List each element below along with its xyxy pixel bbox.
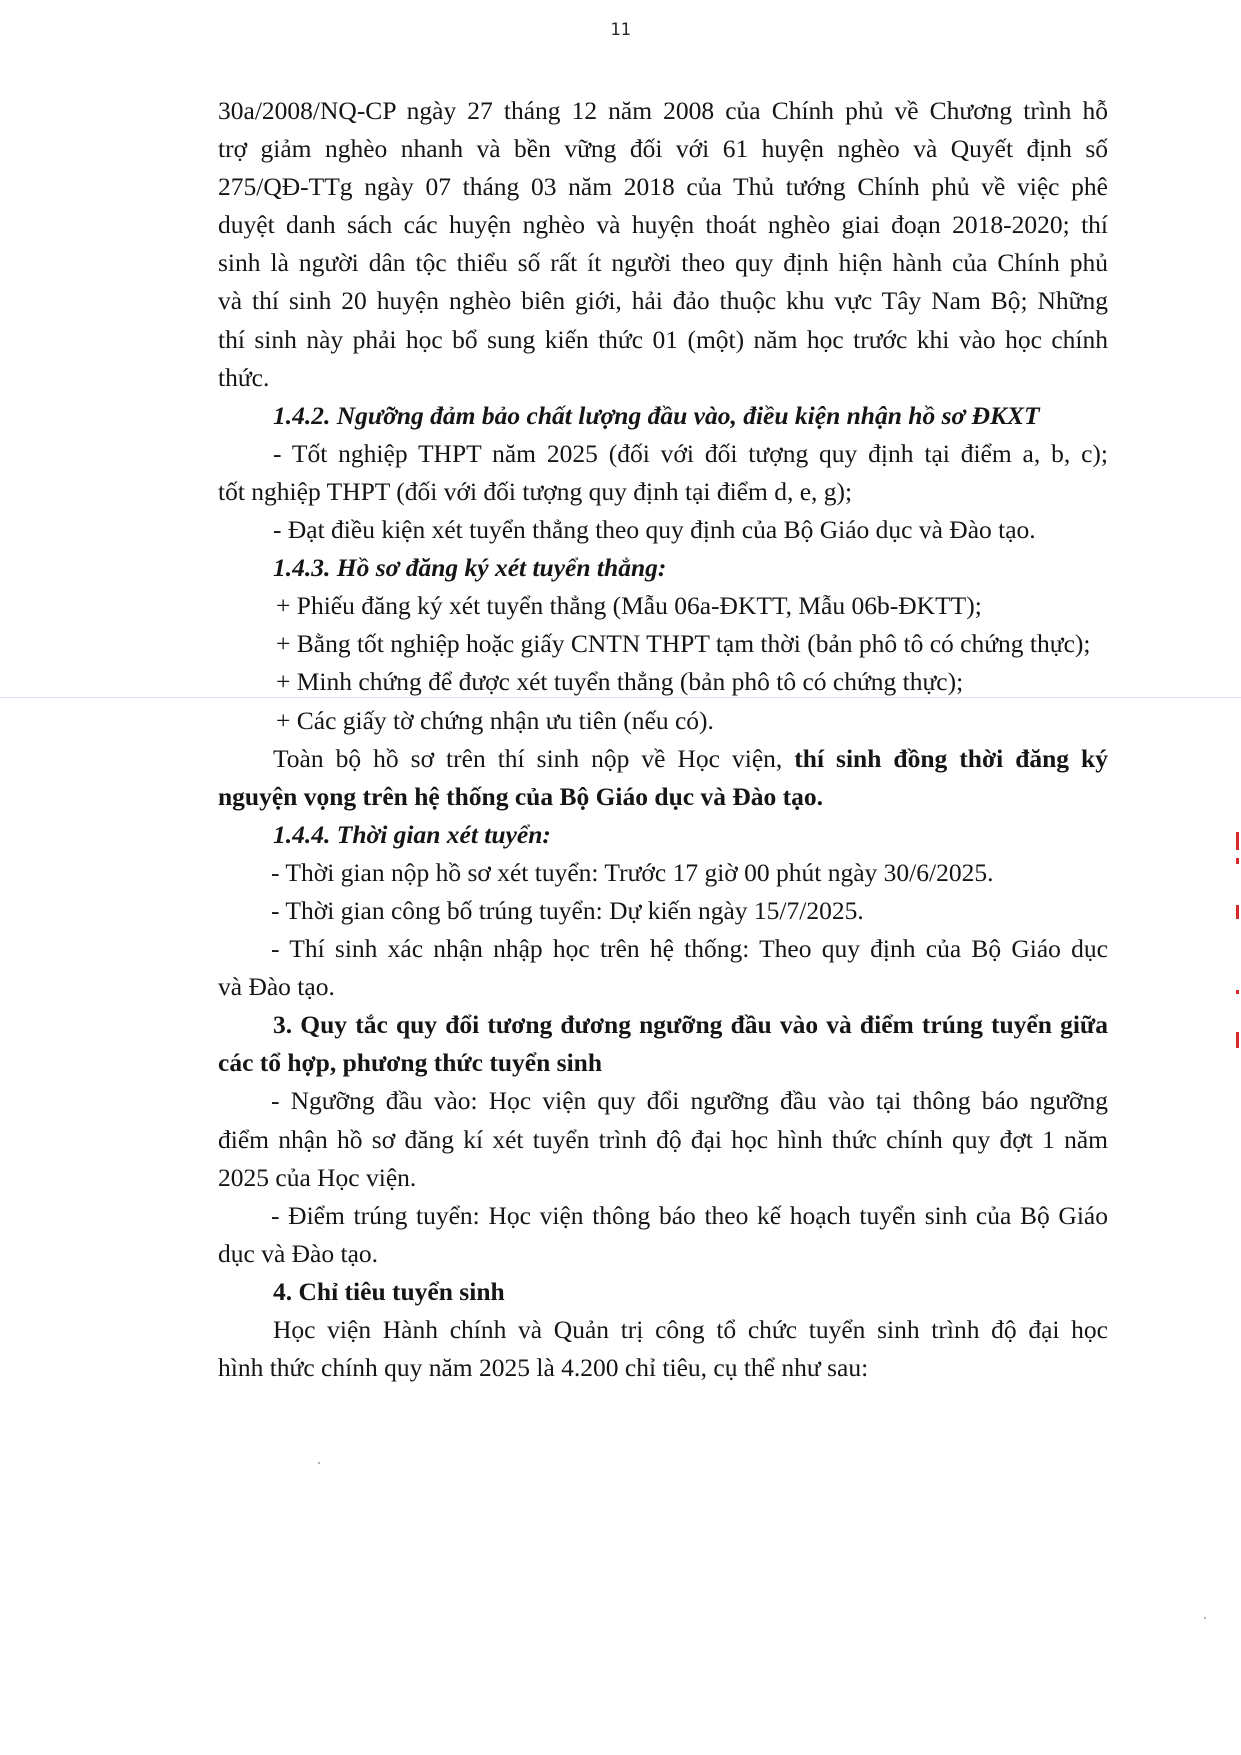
- stamp-edge-mark: [1236, 990, 1239, 994]
- section-heading-1-4-2: 1.4.2. Ngưỡng đảm bảo chất lượng đầu vào, điều kiện nhận hồ sơ ĐKXT: [273, 400, 1040, 430]
- document-body: [218, 92, 1108, 1387]
- submission-paragraph: [218, 740, 1108, 778]
- section-heading-4: 4. Chỉ tiêu tuyển sinh: [273, 1276, 505, 1306]
- paragraph-line: - Điểm trúng tuyển: Học viện thông báo theo kế hoạch tuyển sinh của Bộ Giáo: [271, 1200, 1108, 1230]
- submission-emphasis-line: nguyện vọng trên hệ thống của Bộ Giáo dục và Đào tạo.: [218, 781, 823, 811]
- submission-emphasis: thí sinh đồng thời đăng ký: [794, 743, 1108, 773]
- list-item: + Bằng tốt nghiệp hoặc giấy CNTN THPT tạm thời (bản phô tô có chứng thực);: [276, 629, 1091, 659]
- list-item: - Thí sinh xác nhận nhập học trên hệ thống: Theo quy định của Bộ Giáo dục: [271, 934, 1108, 964]
- intro-line: duyệt danh sách các huyện nghèo và huyện thoát nghèo giai đoạn 2018-2020; thí: [218, 210, 1108, 240]
- section-heading-1-4-3: 1.4.3. Hồ sơ đăng ký xét tuyển thẳng:: [273, 553, 667, 583]
- stamp-edge-mark: [1236, 1032, 1239, 1048]
- paragraph-line: Học viện Hành chính và Quản trị công tổ chức tuyển sinh trình độ đại học: [273, 1315, 1108, 1344]
- paragraph-line: - Ngưỡng đầu vào: Học viện quy đổi ngưỡng đầu vào tại thông báo ngưỡng: [271, 1086, 1108, 1116]
- list-item: + Minh chứng để được xét tuyển thẳng (bản phô tô có chứng thực);: [276, 667, 964, 697]
- paragraph-line: điểm nhận hồ sơ đăng kí xét tuyển trình độ đại học hình thức chính quy đợt 1 năm: [218, 1124, 1108, 1154]
- stamp-edge-mark: [1236, 905, 1239, 919]
- paragraph-line: hình thức chính quy năm 2025 là 4.200 chỉ tiêu, cụ thể như sau:: [218, 1353, 869, 1383]
- section-heading-3-continuation: các tổ hợp, phương thức tuyển sinh: [218, 1048, 603, 1078]
- section-heading-3: 3. Quy tắc quy đổi tương đương ngưỡng đầu vào và điểm trúng tuyển giữa: [273, 1010, 1108, 1040]
- scan-speck: [318, 1462, 320, 1464]
- page-number: 11: [610, 20, 631, 40]
- stamp-edge-mark: [1236, 858, 1239, 864]
- list-item: + Các giấy tờ chứng nhận ưu tiên (nếu có).: [276, 705, 714, 735]
- list-item: - Đạt điều kiện xét tuyển thẳng theo quy định của Bộ Giáo dục và Đào tạo.: [273, 515, 1036, 545]
- intro-line: 30a/2008/NQ-CP ngày 27 tháng 12 năm 2008 của Chính phủ về Chương trình hỗ: [218, 96, 1108, 125]
- list-item: + Phiếu đăng ký xét tuyển thẳng (Mẫu 06a-ĐKTT, Mẫu 06b-ĐKTT);: [276, 591, 982, 621]
- intro-line: và thí sinh 20 huyện nghèo biên giới, hải đảo thuộc khu vực Tây Nam Bộ; Những: [218, 286, 1108, 316]
- paragraph-line: 2025 của Học viện.: [218, 1162, 417, 1192]
- list-item: - Thời gian công bố trúng tuyển: Dự kiến ngày 15/7/2025.: [271, 895, 864, 925]
- stamp-edge-mark: [1236, 832, 1239, 850]
- list-item-continuation: tốt nghiệp THPT (đối với đối tượng quy định tại điểm d, e, g);: [218, 476, 853, 506]
- intro-line: 275/QĐ-TTg ngày 07 tháng 03 năm 2018 của Thủ tướng Chính phủ về việc phê: [218, 172, 1108, 202]
- intro-line: thức.: [218, 362, 270, 392]
- scan-speck: [1204, 1617, 1206, 1619]
- list-item: - Thời gian nộp hồ sơ xét tuyển: Trước 17 giờ 00 phút ngày 30/6/2025.: [271, 857, 994, 887]
- paragraph-line: dục và Đào tạo.: [218, 1238, 379, 1268]
- intro-line: thí sinh này phải học bổ sung kiến thức 01 (một) năm học trước khi vào học chính: [218, 324, 1108, 354]
- intro-line: sinh là người dân tộc thiểu số rất ít người theo quy định hiện hành của Chính phủ: [218, 248, 1108, 278]
- list-item-continuation: và Đào tạo.: [218, 972, 335, 1002]
- submission-text: Toàn bộ hồ sơ trên thí sinh nộp về Học viện,: [273, 743, 795, 773]
- list-item: - Tốt nghiệp THPT năm 2025 (đối với đối tượng quy định tại điểm a, b, c);: [273, 438, 1108, 468]
- section-heading-1-4-4: 1.4.4. Thời gian xét tuyển:: [273, 819, 551, 849]
- intro-line: trợ giảm nghèo nhanh và bền vững đối với 61 huyện nghèo và Quyết định số: [218, 134, 1108, 164]
